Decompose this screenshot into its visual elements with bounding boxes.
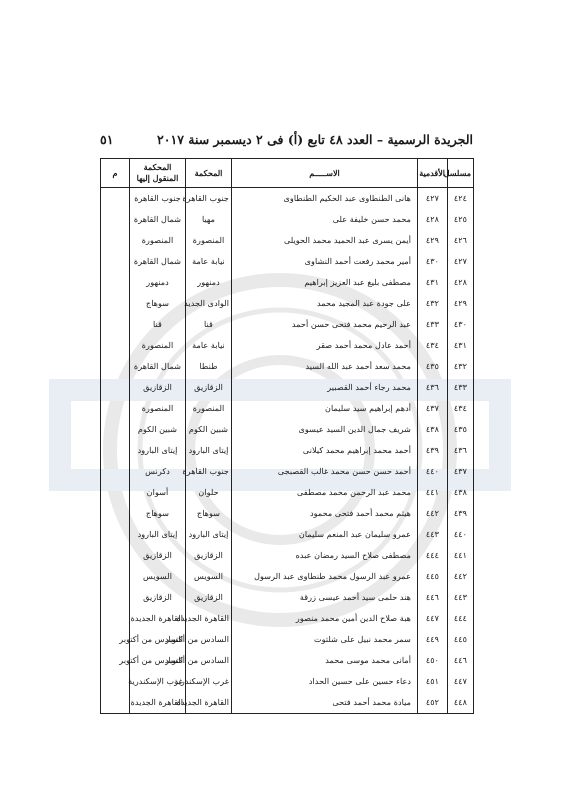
m-cell [101, 545, 130, 566]
serial-cell: ٤٣٣ [448, 377, 474, 398]
name-cell: أحمد حسن حسن محمد غالب القصبجى [232, 461, 418, 482]
court-cell: حلوان [186, 482, 232, 503]
name-cell: أمانى محمد موسى محمد [232, 650, 418, 671]
table-row [101, 251, 474, 272]
serial-cell: ٤٣٦ [448, 440, 474, 461]
transfer-court-cell: المنصورة [130, 398, 186, 419]
m-cell [101, 419, 130, 440]
transfer-court-cell: المنصورة [130, 230, 186, 251]
col-court-header: المحكمة [186, 159, 232, 188]
seniority-cell: ٤٢٩ [418, 230, 448, 251]
page-number: ٥١ [100, 131, 114, 147]
court-cell: المنصورة [186, 230, 232, 251]
m-cell [101, 377, 130, 398]
name-cell: عمرو عبد الرسول محمد طنطاوى عبد الرسول [232, 566, 418, 587]
seniority-cell: ٤٤٥ [418, 566, 448, 587]
court-cell: شبين الكوم [186, 419, 232, 440]
serial-cell: ٤٤٦ [448, 650, 474, 671]
table-row [101, 188, 474, 210]
m-cell [101, 230, 130, 251]
seniority-cell: ٤٤٢ [418, 503, 448, 524]
court-cell: القاهرة الجديدة [186, 692, 232, 714]
table-row [101, 650, 474, 671]
serial-cell: ٤٣١ [448, 335, 474, 356]
transfer-court-cell: القاهرة الجديدة [130, 692, 186, 714]
serial-cell: ٤٢٤ [448, 188, 474, 210]
m-cell [101, 524, 130, 545]
name-cell: محمد حسن خليفة على [232, 209, 418, 230]
table-row [101, 419, 474, 440]
table-row [101, 503, 474, 524]
seniority-cell: ٤٥١ [418, 671, 448, 692]
court-cell: الوادى الجديد [186, 293, 232, 314]
transfer-court-cell: أسوان [130, 482, 186, 503]
name-cell: ميادة محمد أحمد فتحى [232, 692, 418, 714]
transfer-court-cell: السادس من أكتوبر [130, 650, 186, 671]
m-cell [101, 566, 130, 587]
court-cell: الزقازيق [186, 587, 232, 608]
seniority-cell: ٤٢٨ [418, 209, 448, 230]
name-cell: محمد رجاء أحمد القصبير [232, 377, 418, 398]
transfer-court-cell: إيتاى البارود [130, 440, 186, 461]
name-cell: هيثم محمد أحمد فتحى محمود [232, 503, 418, 524]
name-cell: هانى الطنطاوى عبد الحكيم الطنطاوى [232, 188, 418, 210]
serial-cell: ٤٤٥ [448, 629, 474, 650]
transfer-court-cell: شمال القاهرة [130, 251, 186, 272]
court-cell: الزقازيق [186, 545, 232, 566]
m-cell [101, 482, 130, 503]
transfer-court-cell: المنصورة [130, 335, 186, 356]
serial-cell: ٤٣٧ [448, 461, 474, 482]
seniority-cell: ٤٣٥ [418, 356, 448, 377]
table-row [101, 566, 474, 587]
name-cell: أيمن يسرى عبد الحميد محمد الحويلى [232, 230, 418, 251]
seniority-cell: ٤٣٣ [418, 314, 448, 335]
name-cell: أحمد محمد إبراهيم محمد كيلانى [232, 440, 418, 461]
court-cell: نيابة عامة [186, 251, 232, 272]
table-row [101, 524, 474, 545]
name-cell: أحمد عادل محمد أحمد صقر [232, 335, 418, 356]
seniority-cell: ٤٣٤ [418, 335, 448, 356]
name-cell: عبد الرحيم محمد فتحى حسن أحمد [232, 314, 418, 335]
table-row [101, 692, 474, 714]
seniority-cell: ٤٥٠ [418, 650, 448, 671]
transfer-court-cell: السادس من أكتوبر [130, 629, 186, 650]
serial-cell: ٤٣٥ [448, 419, 474, 440]
table-row [101, 440, 474, 461]
table-row [101, 482, 474, 503]
table-row [101, 209, 474, 230]
name-cell: سمر محمد نبيل على شلتوت [232, 629, 418, 650]
table-row [101, 272, 474, 293]
m-cell [101, 314, 130, 335]
gazette-title: الجريدة الرسمية – العدد ٤٨ تابع (أ) فى ٢ ديسمبر سنة ٢٠١٧ [157, 131, 473, 147]
m-cell [101, 587, 130, 608]
seniority-cell: ٤٣١ [418, 272, 448, 293]
m-cell [101, 356, 130, 377]
court-cell: الزقازيق [186, 377, 232, 398]
col-seniority-header: الأقدمية [418, 159, 448, 188]
seniority-cell: ٤٣٧ [418, 398, 448, 419]
col-transfer-court-header: المحكمة المنقول إليها [130, 159, 186, 188]
table-row [101, 608, 474, 629]
name-cell: هبة صلاح الدين أمين محمد منصور [232, 608, 418, 629]
seniority-cell: ٤٣٦ [418, 377, 448, 398]
court-cell: إيتاى البارود [186, 524, 232, 545]
seniority-cell: ٤٤٧ [418, 608, 448, 629]
serial-cell: ٤٢٧ [448, 251, 474, 272]
serial-cell: ٤٢٦ [448, 230, 474, 251]
serial-cell: ٤٣٠ [448, 314, 474, 335]
court-cell: سوهاج [186, 503, 232, 524]
name-cell: عمرو سليمان عبد المنعم سليمان [232, 524, 418, 545]
transfer-court-cell: شبين الكوم [130, 419, 186, 440]
transfer-court-cell: دكرنس [130, 461, 186, 482]
court-cell: غرب الإسكندرية [186, 671, 232, 692]
name-cell: مصطفى بليغ عبد العزيز إبراهيم [232, 272, 418, 293]
table-row [101, 587, 474, 608]
table-row [101, 293, 474, 314]
table-row [101, 545, 474, 566]
m-cell [101, 188, 130, 210]
col-m-header: م [101, 159, 130, 188]
m-cell [101, 209, 130, 230]
m-cell [101, 692, 130, 714]
seniority-cell: ٤٤٤ [418, 545, 448, 566]
serial-cell: ٤٣٢ [448, 356, 474, 377]
transfer-court-cell: الزقازيق [130, 587, 186, 608]
m-cell [101, 671, 130, 692]
seniority-cell: ٤٤١ [418, 482, 448, 503]
court-cell: إيتاى البارود [186, 440, 232, 461]
name-cell: هند حلمى سيد أحمد عيسى زرقة [232, 587, 418, 608]
transfer-court-cell: القاهرة الجديدة [130, 608, 186, 629]
m-cell [101, 272, 130, 293]
name-cell: على جودة عبد المجيد محمد [232, 293, 418, 314]
m-cell [101, 398, 130, 419]
name-cell: أدهم إبراهيم سيد سليمان [232, 398, 418, 419]
court-cell: جنوب القاهرة [186, 461, 232, 482]
seniority-cell: ٤٥٢ [418, 692, 448, 714]
court-cell: طنطا [186, 356, 232, 377]
table-row [101, 356, 474, 377]
table-row [101, 230, 474, 251]
court-cell: القاهرة الجديدة [186, 608, 232, 629]
court-cell: جنوب القاهرة [186, 188, 232, 210]
name-cell: مصطفى صلاح السيد رمضان عبده [232, 545, 418, 566]
seniority-cell: ٤٤٩ [418, 629, 448, 650]
table-row [101, 461, 474, 482]
court-cell: مهيا [186, 209, 232, 230]
transfer-court-cell: شمال القاهرة [130, 356, 186, 377]
name-cell: دعاء حسين على حسين الحداد [232, 671, 418, 692]
col-serial-header: مسلسل [448, 159, 474, 188]
seniority-cell: ٤٣٨ [418, 419, 448, 440]
name-cell: شريف جمال الدين السيد عيسوى [232, 419, 418, 440]
m-cell [101, 461, 130, 482]
serial-cell: ٤٤١ [448, 545, 474, 566]
table-row [101, 335, 474, 356]
page-header [100, 128, 473, 150]
transfer-court-cell: الزقازيق [130, 545, 186, 566]
serial-cell: ٤٢٨ [448, 272, 474, 293]
serial-cell: ٤٣٤ [448, 398, 474, 419]
serial-cell: ٤٤٧ [448, 671, 474, 692]
table-row [101, 629, 474, 650]
serial-cell: ٤٤٢ [448, 566, 474, 587]
col-name-header: الاســـــم [232, 159, 418, 188]
m-cell [101, 251, 130, 272]
transfer-court-cell: السويس [130, 566, 186, 587]
seniority-cell: ٤٢٧ [418, 188, 448, 210]
court-cell: السويس [186, 566, 232, 587]
transfer-court-cell: الزقازيق [130, 377, 186, 398]
name-cell: محمد سعد أحمد عبد الله السيد [232, 356, 418, 377]
transfer-court-cell: قنا [130, 314, 186, 335]
court-cell: قنا [186, 314, 232, 335]
serial-cell: ٤٣٩ [448, 503, 474, 524]
transfer-court-cell: غرب الإسكندرية [130, 671, 186, 692]
table-header-row [101, 159, 474, 188]
seniority-cell: ٤٣٢ [418, 293, 448, 314]
table-row [101, 314, 474, 335]
seniority-cell: ٤٣٩ [418, 440, 448, 461]
name-cell: أمير محمد رفعت أحمد النشاوى [232, 251, 418, 272]
serial-cell: ٤٤٠ [448, 524, 474, 545]
court-cell: السادس من أكتوبر [186, 650, 232, 671]
seniority-cell: ٤٤٣ [418, 524, 448, 545]
court-cell: السادس من أكتوبر [186, 629, 232, 650]
table-row [101, 671, 474, 692]
court-cell: دمنهور [186, 272, 232, 293]
serial-cell: ٤٤٨ [448, 692, 474, 714]
transfer-court-cell: إيتاى البارود [130, 524, 186, 545]
serial-cell: ٤٤٣ [448, 587, 474, 608]
table-row [101, 398, 474, 419]
transfer-court-cell: جنوب القاهرة [130, 188, 186, 210]
transfer-court-cell: دمنهور [130, 272, 186, 293]
court-cell: المنصورة [186, 398, 232, 419]
name-cell: محمد عبد الرحمن محمد مصطفى [232, 482, 418, 503]
transfer-court-cell: سوهاج [130, 293, 186, 314]
serial-cell: ٤٣٨ [448, 482, 474, 503]
seniority-cell: ٤٣٠ [418, 251, 448, 272]
m-cell [101, 503, 130, 524]
m-cell [101, 608, 130, 629]
transfer-court-cell: شمال القاهرة [130, 209, 186, 230]
transfer-table [100, 158, 474, 714]
serial-cell: ٤٢٩ [448, 293, 474, 314]
serial-cell: ٤٢٥ [448, 209, 474, 230]
court-cell: نيابة عامة [186, 335, 232, 356]
transfer-court-cell: سوهاج [130, 503, 186, 524]
table-row [101, 377, 474, 398]
seniority-cell: ٤٤٠ [418, 461, 448, 482]
m-cell [101, 293, 130, 314]
seniority-cell: ٤٤٦ [418, 587, 448, 608]
m-cell [101, 335, 130, 356]
m-cell [101, 440, 130, 461]
serial-cell: ٤٤٤ [448, 608, 474, 629]
